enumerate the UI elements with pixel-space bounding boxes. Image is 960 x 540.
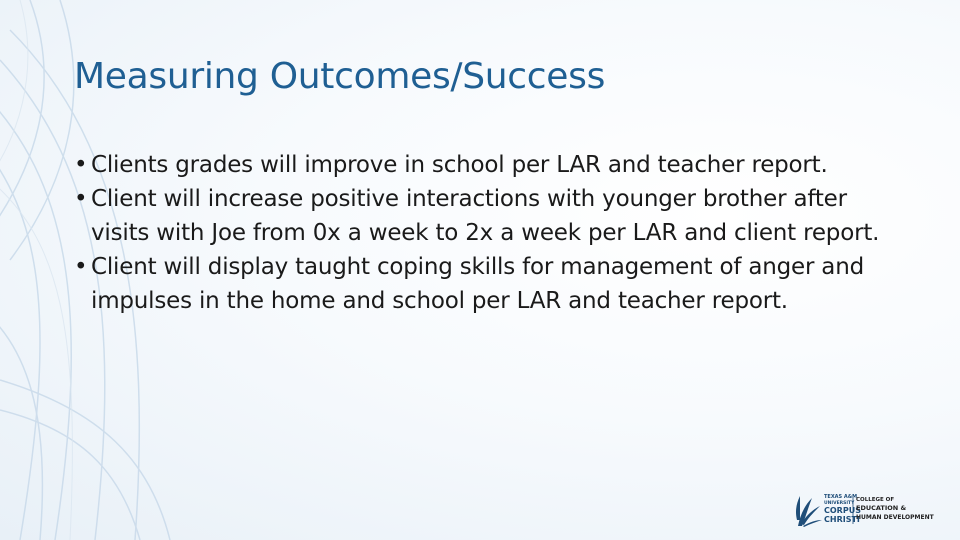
bullet-text: Client will display taught coping skills for management of anger and impulses in the home and school per LAR and teacher report. bbox=[91, 254, 864, 314]
bullet-item bbox=[74, 148, 904, 182]
logo-text-right-2: EDUCATION & bbox=[856, 504, 907, 512]
college-logo bbox=[792, 490, 938, 528]
bullet-marker: • bbox=[74, 186, 88, 212]
logo-text-left-3: CORPUS bbox=[824, 506, 861, 515]
logo-text-left-4: CHRISTI bbox=[824, 515, 860, 524]
bullet-text: Clients grades will improve in school per LAR and teacher report. bbox=[91, 152, 828, 178]
palm-leaf-icon bbox=[796, 496, 822, 527]
logo-text-right-1: COLLEGE OF bbox=[856, 497, 895, 503]
bullet-text: Client will increase positive interactions with younger brother after visits with Joe from 0x a week to 2x a week per LAR and client report. bbox=[91, 186, 880, 246]
bullet-marker: • bbox=[74, 152, 88, 178]
bullet-marker: • bbox=[74, 254, 88, 280]
logo-text-right-3: HUMAN DEVELOPMENT bbox=[856, 514, 934, 521]
slide-title: Measuring Outcomes/Success bbox=[74, 56, 606, 97]
bullet-item bbox=[74, 182, 904, 250]
logo-text-left-1: TEXAS A&M bbox=[824, 494, 858, 500]
bullet-item bbox=[74, 250, 904, 318]
bullet-list bbox=[74, 148, 904, 318]
logo-text-left-2: UNIVERSITY bbox=[824, 501, 855, 506]
